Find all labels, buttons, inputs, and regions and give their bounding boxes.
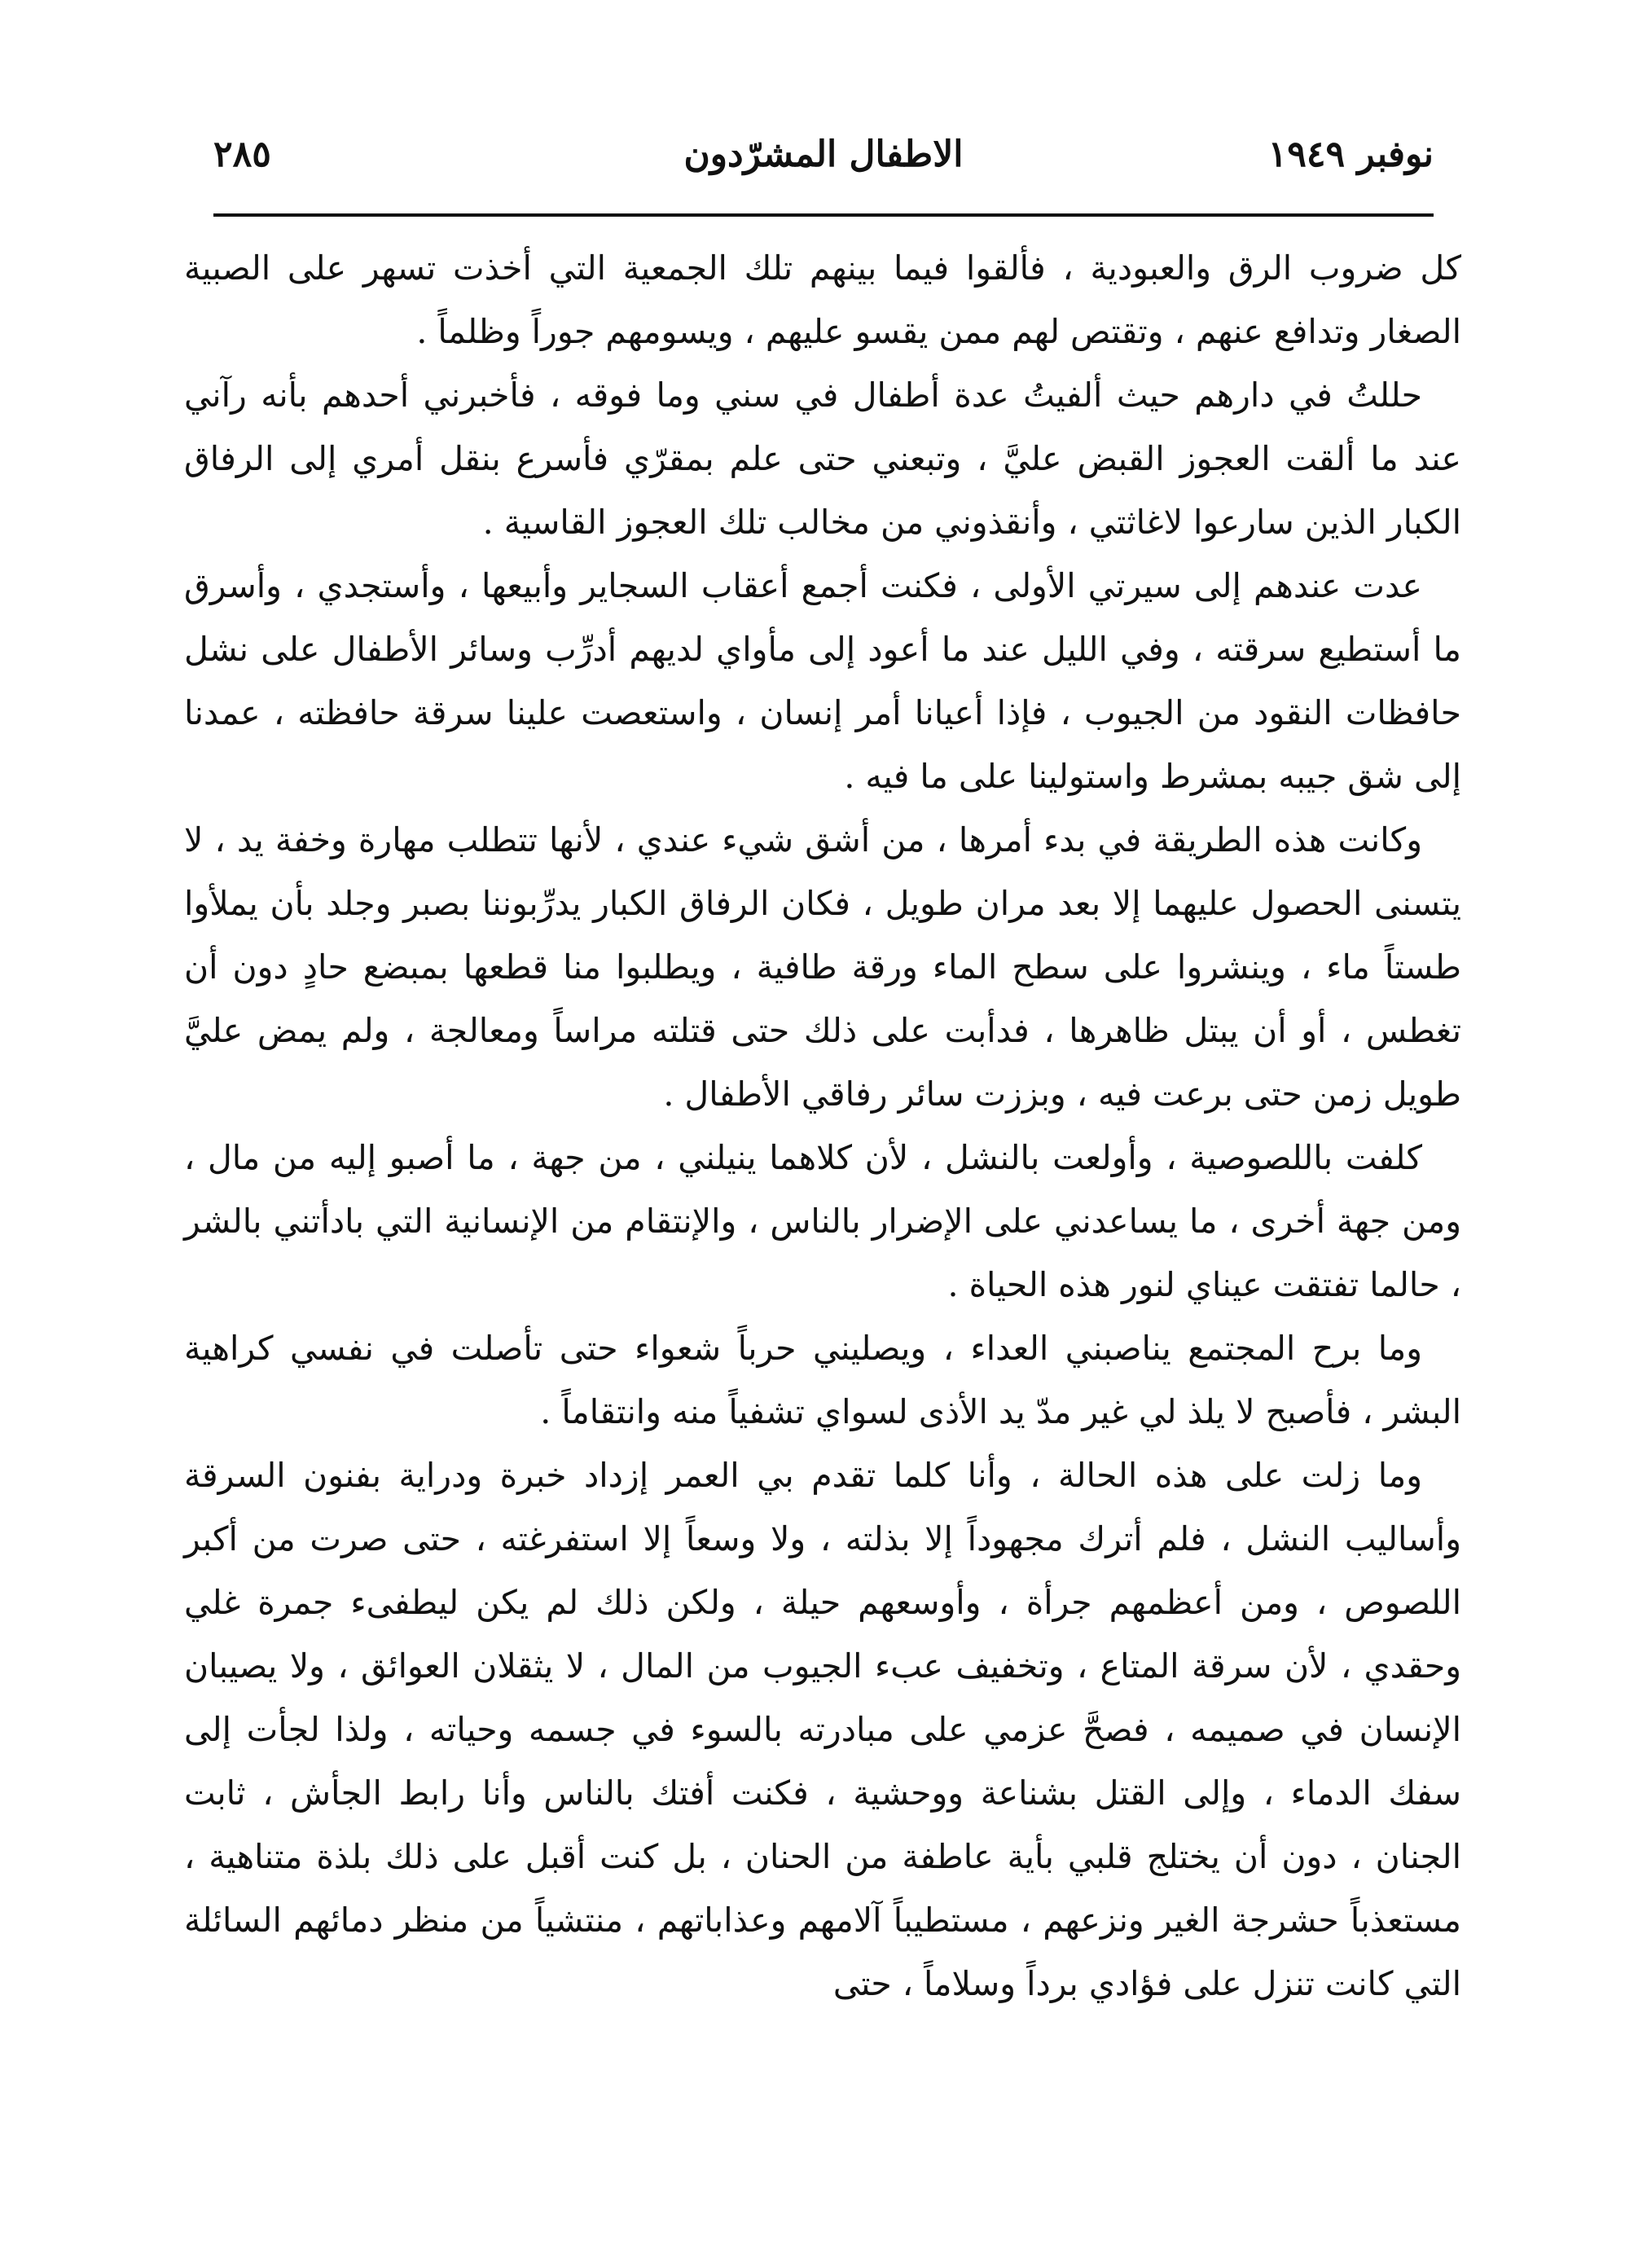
paragraph: وما زلت على هذه الحالة ، وأنا كلما تقدم بي العمر إزداد خبرة ودراية بفنون السرقة وأساليب النشل ، فلم أترك مجهوداً إلا بذلته ، ولا وسعاً إلا استفرغته ، حتى صرت من أكبر اللصوص ، ومن أعظمهم جرأة ، وأوسعهم حيلة ، ولكن ذلك لم يكن ليطفىء جمرة غلي وحقدي ، لأن سرقة المتاع ، وتخفيف عبء الجيوب من المال ، لا يثقلان العوائق ، ولا يصيبان الإنسان في صميمه ، فصحَّ عزمي على مبادرته بالسوء في جسمه وحياته ، ولذا لجأت إلى سفك الدماء ، وإلى القتل بشناعة ووحشية ، فكنت أفتك بالناس وأنا رابط الجأش ، ثابت الجنان ، دون أن يختلج قلبي بأية عاطفة من الحنان ، بل كنت أقبل على ذلك بلذة متناهية ، مستعذباً حشرجة الغير ونزعهم ، مستطيباً آلامهم وعذاباتهم ، منتشياً من منظر دمائهم السائلة التي كانت تنزل على فؤادي برداً وسلاماً ، حتى bbox=[184, 1456, 1462, 2003]
paragraph: عدت عندهم إلى سيرتي الأولى ، فكنت أجمع أعقاب السجاير وأبيعها ، وأستجدي ، وأسرق ما أستطيع سرقته ، وفي الليل عند ما أعود إلى مأواي لديهم أدرِّب وسائر الأطفال على نشل حافظات النقود من الجيوب ، فإذا أعيانا أمر إنسان ، واستعصت علينا سرقة حافظته ، عمدنا إلى شق جيبه بمشرط واستولينا على ما فيه . bbox=[184, 566, 1461, 796]
paragraph: وما برح المجتمع يناصبني العداء ، ويصليني حرباً شعواء حتى تأصلت في نفسي كراهية البشر ، فأصبح لا يلذ لي غير مدّ يد الأذى لسواي تشفياً منه وانتقاماً . bbox=[184, 1329, 1461, 1431]
paragraph: كلفت باللصوصية ، وأولعت بالنشل ، لأن كلاهما ينيلني ، من جهة ، ما أصبو إليه من مال ، ومن جهة أخرى ، ما يساعدني على الإضرار بالناس ، والإنتقام من الإنسانية التي بادأتني بالشر ، حالما تفتقت عيناي لنور هذه الحياة . bbox=[184, 1138, 1461, 1304]
header-rule bbox=[213, 213, 1434, 217]
paragraph: كل ضروب الرق والعبودية ، فألقوا فيما بينهم تلك الجمعية التي أخذت تسهر على الصبية الصغار وتدافع عنهم ، وتقتص لهم ممن يقسو عليهم ، ويسومهم جوراً وظلماً . bbox=[184, 248, 1461, 351]
paragraph: وكانت هذه الطريقة في بدء أمرها ، من أشق شيء عندي ، لأنها تتطلب مهارة وخفة يد ، لا يتسنى الحصول عليهما إلا بعد مران طويل ، فكان الرفاق الكبار يدرِّبوننا بصبر وجلد بأن يملأوا طستاً ماء ، وينشروا على سطح الماء ورقة طافية ، ويطلبوا منا قطعها بمبضع حادٍ دون أن تغطس ، أو أن يبتل ظاهرها ، فدأبت على ذلك حتى قتلته مراساً ومعالجة ، ولم يمض عليَّ طويل زمن حتى برعت فيه ، وبززت سائر رفاقي الأطفال . bbox=[184, 820, 1461, 1114]
paragraph: حللتُ في دارهم حيث ألفيتُ عدة أطفال في سني وما فوقه ، فأخبرني أحدهم بأنه رآني عند ما ألقت العجوز القبض عليَّ ، وتبعني حتى علم بمقرّي فأسرع بنقل أمري إلى الرفاق الكبار الذين سارعوا لاغاثتي ، وأنقذوني من مخالب تلك العجوز القاسية . bbox=[184, 376, 1461, 542]
page-header bbox=[213, 122, 1434, 187]
header-title: الاطفال المشرّدون bbox=[683, 134, 964, 175]
page-number: ٢٨٥ bbox=[213, 134, 271, 175]
header-date: نوفبر ١٩٤٩ bbox=[1267, 134, 1434, 175]
body-text bbox=[184, 236, 1461, 2015]
